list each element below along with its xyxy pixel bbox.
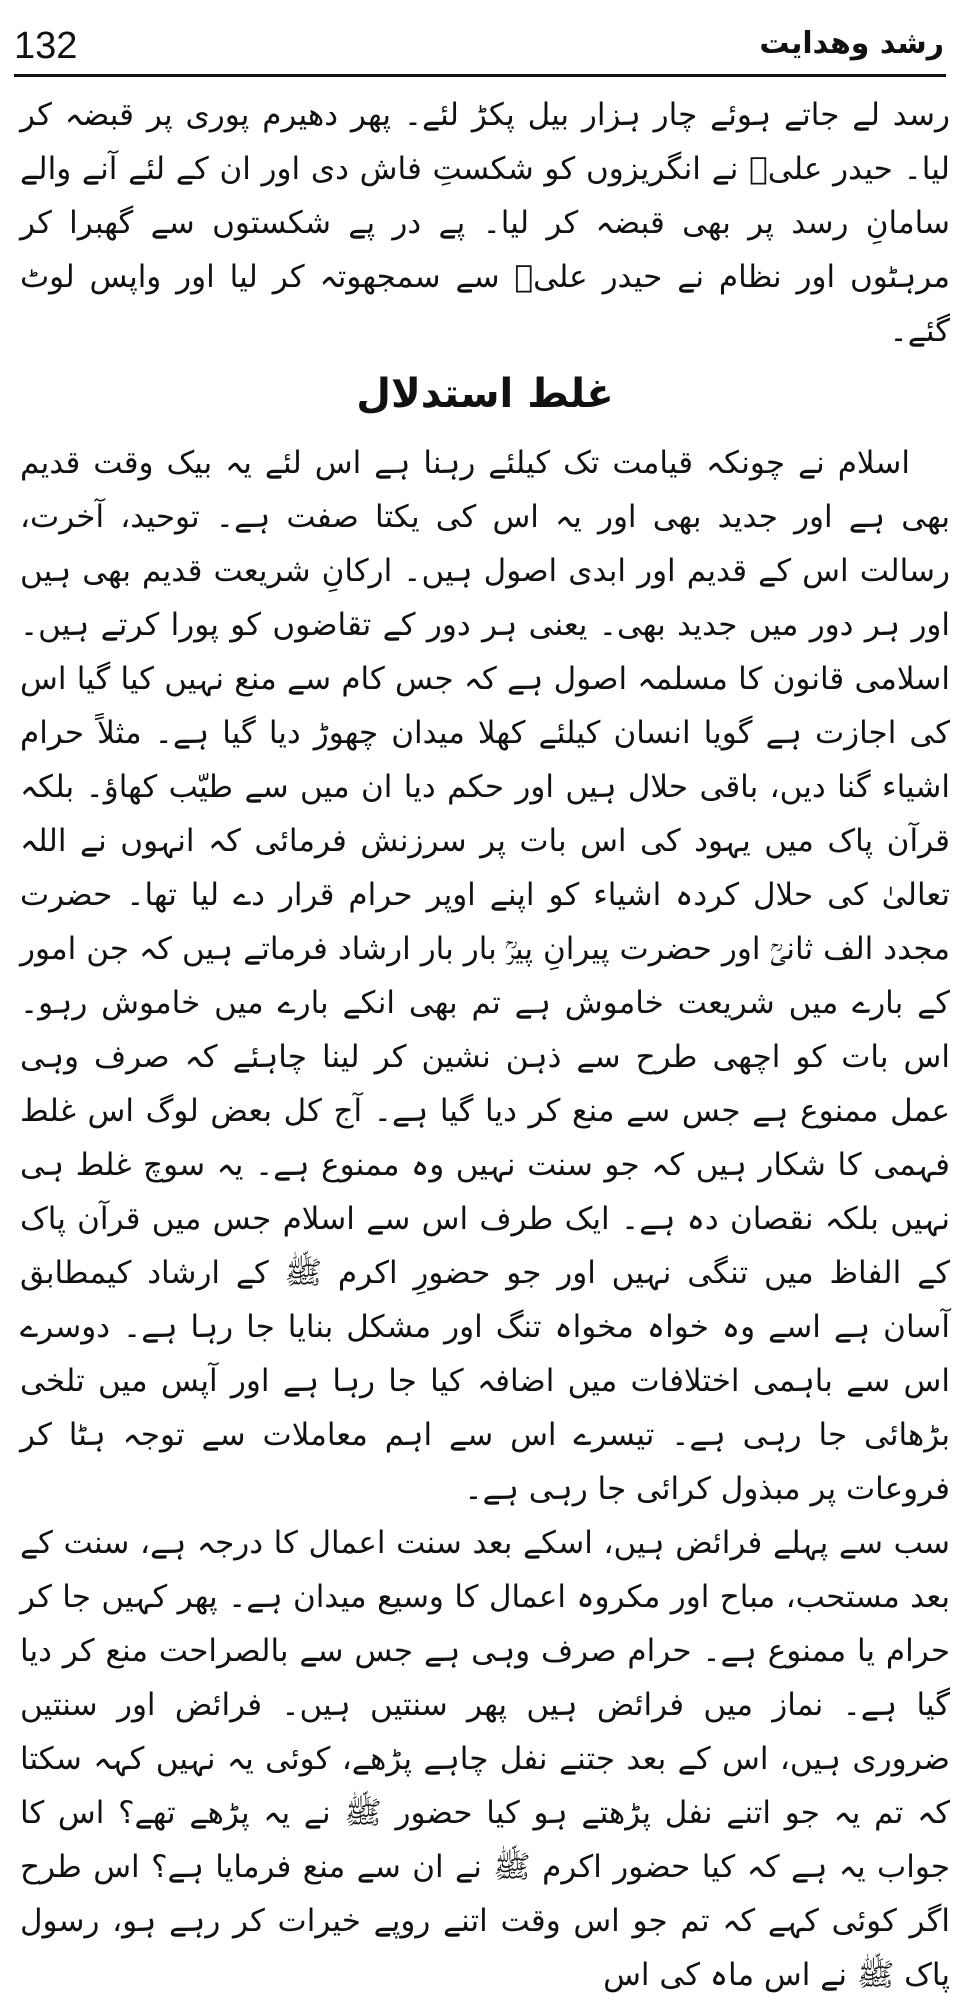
page-header bbox=[14, 22, 946, 77]
page-number: 132 bbox=[14, 25, 78, 67]
section-heading: غلط استدلال bbox=[356, 371, 614, 417]
paragraph-3: سب سے پہلے فرائض ہیں، اسکے بعد سنت اعمال کا درجہ ہے، سنت کے بعد مستحب، مباح اور مکروہ اعمال کا وسیع میدان ہے۔ پھر کہیں جا کر حرام یا ممنوع ہے۔ حرام صرف وہی ہے جس سے بالصراحت منع کر دیا گیا ہے۔ نماز میں فرائض ہیں پھر سنتیں ہیں۔ فرائض اور سنتیں ضروری ہیں، اس کے بعد جتنے نفل چاہے پڑھے، کوئی یہ نہیں کہہ سکتا کہ تم یہ جو اتنے نفل پڑھتے ہو کیا حضور ﷺ نے یہ پڑھے تھے؟ اس کا جواب یہ ہے کہ کیا حضور اکرم ﷺ نے ان سے منع فرمایا ہے؟ اس طرح اگر کوئی کہے کہ تم جو اس وقت اتنے روپے خیرات کر رہے ہو، رسول پاک ﷺ نے اس ماہ کی اس bbox=[20, 1525, 950, 1993]
paragraph-1: رسد لے جاتے ہوئے چار ہزار بیل پکڑ لئے۔ پھر دھیرم پوری پر قبضہ کر لیا۔ حیدر علیؒ نے انگریزوں کو شکستِ فاش دی اور ان کے لئے آنے والے سامانِ رسد پر بھی قبضہ کر لیا۔ پے در پے شکستوں سے گھبرا کر مرہٹوں اور نظام نے حیدر علیؒ سے سمجھوتہ کر لیا اور واپس لوٹ گئے۔ bbox=[20, 97, 950, 349]
running-title: رشد وھدایت bbox=[759, 26, 944, 61]
body-text bbox=[20, 88, 950, 2002]
paragraph-2: اسلام نے چونکہ قیامت تک کیلئے رہنا ہے اس لئے یہ بیک وقت قدیم بھی ہے اور جدید بھی اور یہ اس کی یکتا صفت ہے۔ توحید، آخرت، رسالت اس کے قدیم اور ابدی اصول ہیں۔ ارکانِ شریعت قدیم بھی ہیں اور ہر دور میں جدید بھی۔ یعنی ہر دور کے تقاضوں کو پورا کرتے ہیں۔ اسلامی قانون کا مسلمہ اصول ہے کہ جس کام سے منع نہیں کیا گیا اس کی اجازت ہے گویا انسان کیلئے کھلا میدان چھوڑ دیا گیا ہے۔ مثلاً حرام اشیاء گنا دیں، باقی حلال ہیں اور حکم دیا ان میں سے طیّب کھاؤ۔ بلکہ قرآن پاک میں یہود کی اس بات پر سرزنش فرمائی کہ انہوں نے اللہ تعالیٰ کی حلال کردہ اشیاء کو اپنے اوپر حرام قرار دے لیا تھا۔ حضرت مجدد الف ثانیؒ اور حضرت پیرانِ پیرؒ بار بار ارشاد فرماتے ہیں کہ جن امور کے بارے میں شریعت خاموش ہے تم بھی انکے بارے میں خاموش رہو۔ اس بات کو اچھی طرح سے ذہن نشین کر لینا چاہئے کہ صرف وہی عمل ممنوع ہے جس سے منع کر دیا گیا ہے۔ آج کل بعض لوگ اس غلط فہمی کا شکار ہیں کہ جو سنت نہیں وہ ممنوع ہے۔ یہ سوچ غلط ہی نہیں بلکہ نقصان دہ ہے۔ ایک طرف اس سے اسلام جس میں قرآن پاک کے الفاظ میں تنگی نہیں اور جو حضورِ اکرم ﷺ کے ارشاد کیمطابق آسان ہے اسے وہ خواہ مخواہ تنگ اور مشکل بنایا جا رہا ہے۔ دوسرے اس سے باہمی اختلافات میں اضافہ کیا جا رہا ہے اور آپس میں تلخی بڑھائی جا رہی ہے۔ تیسرے اس سے اہم معاملات سے توجہ ہٹا کر فروعات پر مبذول کرائی جا رہی ہے۔ bbox=[20, 445, 950, 1507]
